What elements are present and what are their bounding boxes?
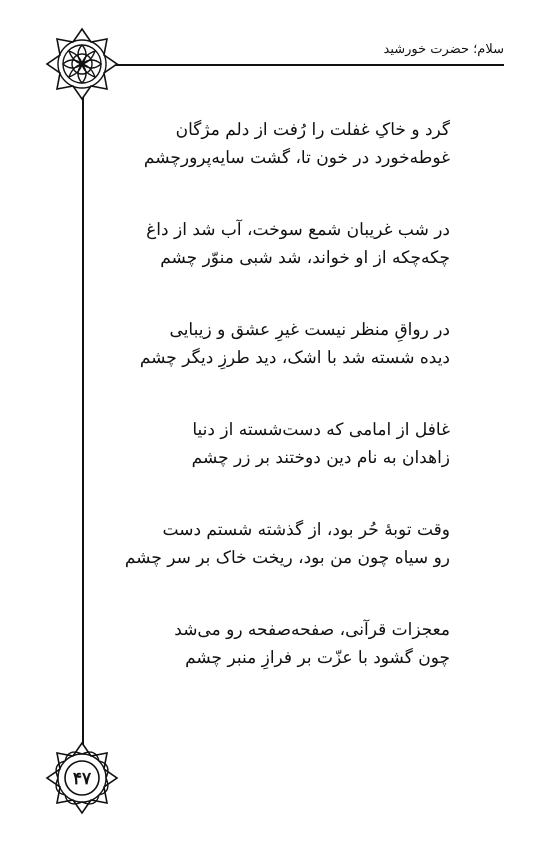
- verse-line: وقت توبهٔ حُر بود، از گذشته شستم دست: [162, 520, 450, 540]
- verse-line: در شب غریبان شمع سوخت، آب شد از داغ: [146, 220, 450, 240]
- rosette-ornament-icon: [45, 27, 119, 101]
- page-number: ۴۷: [72, 769, 92, 789]
- verse-line: چکه‌چکه از او خواند، شد شبی منوّر چشم: [160, 248, 450, 268]
- stanza: [70, 416, 450, 472]
- stanza: [70, 516, 450, 572]
- verse-line: زاهدان به نام دین دوختند بر زر چشم: [191, 448, 450, 468]
- verse-line: دیده شسته شد با اشک، دید طرزِ دیگر چشم: [139, 348, 450, 368]
- verse-line: رو سیاه چون من بود، ریخت خاک بر سر چشم: [124, 548, 450, 568]
- verse-line: گرد و خاکِ غفلت را رُفت از دلم مژگان: [175, 120, 450, 140]
- stanza: [70, 116, 450, 172]
- verse-line: غافل از امامی که دست‌شسته از دنیا: [192, 420, 450, 440]
- header-rule: [82, 64, 504, 66]
- verse-line: در رواقِ منظر نیست غیرِ عشق و زیبایی: [169, 320, 450, 340]
- verse-line: چون گشود با عزّت بر فرازِ منبر چشم: [185, 648, 450, 668]
- poem: [70, 116, 450, 716]
- header-title: سلام؛ حضرت خورشید: [383, 42, 504, 57]
- stanza: [70, 316, 450, 372]
- verse-line: معجزات قرآنی، صفحه‌صفحه رو می‌شد: [174, 620, 450, 640]
- stanza: [70, 616, 450, 672]
- verse-line: غوطه‌خورد در خون تا، گشت سایه‌پرورچشم: [143, 148, 450, 168]
- stanza: [70, 216, 450, 272]
